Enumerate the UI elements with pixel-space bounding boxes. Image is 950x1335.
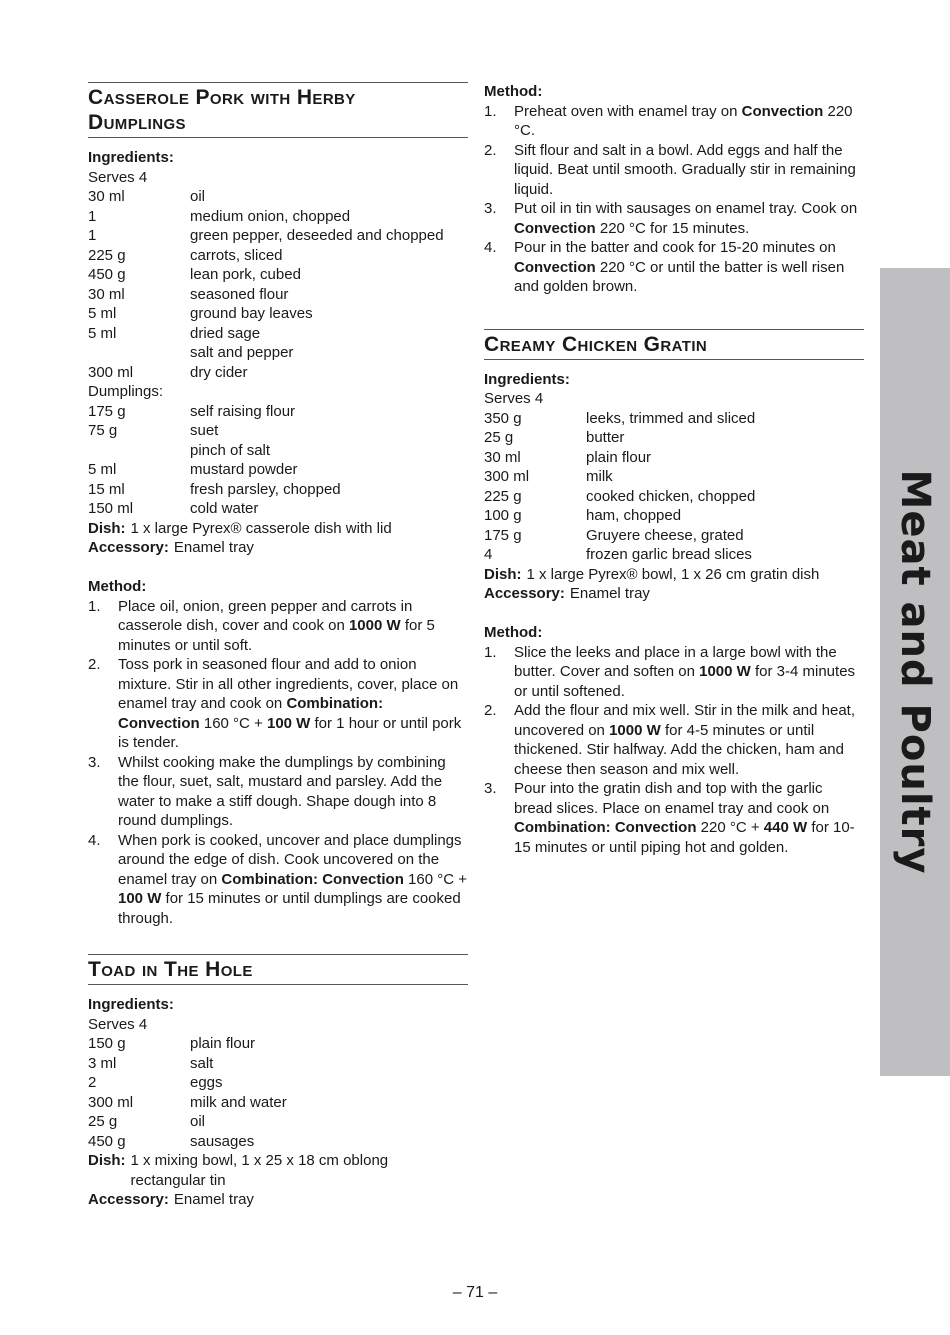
ingredient-qty: 5 ml bbox=[88, 461, 117, 478]
step-setting: 1000 W bbox=[609, 721, 661, 739]
ingredient-qty: 450 g bbox=[88, 1132, 126, 1150]
ingredient-qty: 300 ml bbox=[88, 1093, 134, 1111]
ingredient-list bbox=[484, 409, 864, 565]
recipe-creamy-chicken-gratin bbox=[484, 329, 864, 858]
ingredient-row bbox=[88, 1034, 468, 1054]
accessory-line bbox=[88, 1190, 468, 1210]
dish-text: 1 x large Pyrex® bowl, 1 x 26 cm gratin dish bbox=[526, 565, 820, 583]
dish-label: Dish: bbox=[88, 519, 126, 537]
step-text bbox=[514, 779, 864, 857]
ingredient-row bbox=[88, 324, 468, 344]
ingredient-item: cold water bbox=[190, 500, 259, 517]
accessory-line bbox=[88, 538, 468, 558]
ingredient-item: leeks, trimmed and sliced bbox=[586, 409, 756, 427]
ingredient-row bbox=[484, 487, 864, 507]
step-text-part: Preheat oven with enamel tray on bbox=[514, 102, 742, 120]
step-number: 4. bbox=[88, 831, 101, 849]
ingredient-item: lean pork, cubed bbox=[190, 266, 301, 283]
dish-text: 1 x large Pyrex® casserole dish with lid bbox=[130, 519, 392, 537]
step-text-part: Add the flour and mix well. Stir in the milk and heat, uncovered on bbox=[514, 702, 856, 739]
ingredients-label: Ingredients: bbox=[88, 149, 174, 166]
ingredient-item: plain flour bbox=[586, 448, 652, 466]
method-step bbox=[88, 753, 468, 831]
step-text bbox=[118, 753, 468, 831]
ingredient-item: self raising flour bbox=[190, 402, 296, 420]
ingredients-label: Ingredients: bbox=[484, 370, 570, 388]
ingredient-item bbox=[190, 382, 468, 402]
ingredient-item: oil bbox=[190, 188, 206, 205]
ingredient-item: mustard powder bbox=[190, 461, 298, 478]
ingredient-row bbox=[88, 207, 468, 227]
step-text-part: for 10-15 minutes or until piping hot and golden. bbox=[514, 819, 855, 856]
recipe-toad-in-the-hole bbox=[88, 954, 468, 1210]
serves-text: Serves 4 bbox=[88, 168, 148, 186]
step-text bbox=[118, 831, 468, 929]
step-setting: Combination: Convection bbox=[118, 695, 384, 732]
ingredient-qty: 450 g bbox=[88, 266, 126, 283]
step-setting: 1000 W bbox=[699, 663, 751, 680]
ingredient-item: seasoned flour bbox=[190, 285, 289, 303]
left-column bbox=[88, 82, 468, 1210]
recipe-title-gratin: Creamy Chicken Gratin bbox=[484, 329, 864, 360]
step-number: 2. bbox=[88, 656, 101, 673]
method-step bbox=[88, 597, 468, 656]
ingredient-item: carrots, sliced bbox=[190, 246, 283, 264]
ingredient-item: suet bbox=[190, 422, 219, 439]
step-text bbox=[514, 141, 864, 200]
step-setting: 1000 W bbox=[348, 617, 401, 634]
ingredient-qty: 350 g bbox=[484, 409, 522, 427]
ingredient-row bbox=[88, 382, 468, 402]
step-text bbox=[118, 655, 468, 753]
ingredient-row bbox=[88, 1073, 468, 1093]
method-step bbox=[484, 102, 864, 141]
ingredient-row bbox=[88, 1054, 468, 1074]
ingredient-item: ham, chopped bbox=[586, 507, 682, 524]
ingredient-row bbox=[484, 448, 864, 468]
step-number: 3. bbox=[484, 780, 497, 797]
method-label: Method: bbox=[88, 578, 147, 595]
ingredient-row bbox=[88, 402, 468, 422]
ingredient-row bbox=[88, 343, 468, 363]
step-number: 4. bbox=[484, 239, 497, 256]
ingredient-qty: 5 ml bbox=[88, 324, 117, 342]
ingredient-row bbox=[88, 421, 468, 441]
step-setting: Convection bbox=[514, 258, 596, 276]
ingredient-row bbox=[484, 428, 864, 448]
step-setting: 440 W bbox=[763, 819, 808, 836]
ingredient-qty: 5 ml bbox=[88, 305, 117, 322]
step-text-part: for 4-5 minutes or until thickened. Stir halfway. Add the chicken, ham and cheese then season and mix well. bbox=[514, 721, 844, 778]
ingredient-item: frozen garlic bread slices bbox=[586, 546, 752, 563]
ingredient-row bbox=[88, 187, 468, 207]
recipe-toad-method bbox=[484, 82, 864, 297]
ingredient-qty: 225 g bbox=[484, 487, 522, 505]
method-steps bbox=[88, 597, 468, 929]
ingredient-row bbox=[484, 409, 864, 429]
ingredient-row bbox=[88, 246, 468, 266]
step-setting: Combination: Convection bbox=[514, 819, 697, 836]
method-step bbox=[88, 655, 468, 753]
accessory-text: Enamel tray bbox=[569, 585, 650, 602]
step-text-part: Sift flour and salt in a bowl. Add eggs and half the liquid. Beat until smooth. Gradually stir in remaining liquid. bbox=[514, 141, 856, 198]
ingredient-qty: 100 g bbox=[484, 507, 522, 524]
dish-line bbox=[88, 519, 468, 539]
method-step bbox=[88, 831, 468, 929]
step-number: 3. bbox=[484, 200, 497, 217]
accessory-text: Enamel tray bbox=[173, 1191, 254, 1208]
method-step bbox=[484, 779, 864, 857]
ingredient-qty: 30 ml bbox=[484, 448, 521, 466]
recipe-title-casserole bbox=[88, 82, 468, 138]
dish-line bbox=[88, 1151, 468, 1190]
step-setting: 100 W bbox=[266, 714, 311, 732]
step-text-part: Put oil in tin with sausages on enamel tray. Cook on bbox=[514, 200, 858, 217]
ingredient-list bbox=[88, 1034, 468, 1151]
recipe-title-toad: Toad in The Hole bbox=[88, 954, 468, 985]
ingredient-row bbox=[88, 285, 468, 305]
ingredient-row bbox=[88, 363, 468, 383]
ingredient-qty: 3 ml bbox=[88, 1054, 117, 1072]
ingredient-item: medium onion, chopped bbox=[190, 207, 351, 225]
serves-text: Serves 4 bbox=[484, 390, 544, 407]
ingredient-item: sausages bbox=[190, 1132, 255, 1150]
ingredient-row bbox=[88, 265, 468, 285]
ingredient-item: salt and pepper bbox=[190, 344, 294, 361]
ingredient-qty: 1 bbox=[88, 227, 97, 244]
step-text-part: 220 °C or until the batter is well risen and golden brown. bbox=[514, 258, 845, 295]
ingredient-item: dried sage bbox=[190, 324, 261, 342]
ingredient-item: milk bbox=[586, 468, 613, 485]
ingredient-item: cooked chicken, chopped bbox=[586, 487, 756, 505]
method-step bbox=[484, 643, 864, 702]
accessory-label: Accessory: bbox=[88, 539, 169, 556]
ingredient-item: dry cider bbox=[190, 363, 248, 381]
ingredient-row bbox=[88, 1093, 468, 1113]
method-label: Method: bbox=[484, 83, 543, 100]
ingredient-item: milk and water bbox=[190, 1093, 287, 1111]
ingredient-qty: 300 ml bbox=[484, 468, 530, 485]
ingredient-qty: 225 g bbox=[88, 246, 126, 264]
step-text-part: Toss pork in seasoned flour and add to onion mixture. Stir in all other ingredients, cover, place on enamel tray and cook on bbox=[118, 656, 459, 712]
step-text-part: When pork is cooked, uncover and place dumplings around the edge of dish. Cook uncovered on the enamel tray on bbox=[118, 831, 462, 888]
step-setting: Convection bbox=[514, 219, 596, 237]
recipe-casserole bbox=[88, 82, 468, 928]
method-step bbox=[484, 199, 864, 238]
step-text-part: Pour into the gratin dish and top with the garlic bread slices. Place on enamel tray and cook on bbox=[514, 780, 830, 817]
method-step bbox=[484, 701, 864, 779]
ingredient-qty: 75 g bbox=[88, 422, 118, 439]
method-step bbox=[484, 141, 864, 200]
step-text bbox=[514, 102, 864, 141]
ingredient-row bbox=[484, 526, 864, 546]
step-text bbox=[514, 701, 864, 779]
ingredient-list bbox=[88, 187, 468, 519]
step-text-part: 160 °C + bbox=[199, 714, 267, 732]
step-text-part: Pour in the batter and cook for 15-20 minutes on bbox=[514, 239, 836, 256]
dish-label: Dish: bbox=[88, 1152, 126, 1169]
ingredient-qty: 25 g bbox=[88, 1113, 118, 1130]
method-steps bbox=[484, 102, 864, 297]
step-text-part: 220 °C. bbox=[514, 102, 853, 139]
ingredient-qty: Dumplings: bbox=[88, 383, 164, 400]
accessory-label: Accessory: bbox=[88, 1191, 169, 1208]
ingredient-qty: 15 ml bbox=[88, 480, 125, 498]
serves-text: Serves 4 bbox=[88, 1015, 148, 1033]
ingredient-item: plain flour bbox=[190, 1035, 256, 1052]
ingredient-row bbox=[484, 545, 864, 565]
ingredient-item: Gruyere cheese, grated bbox=[586, 526, 744, 544]
step-setting: 100 W bbox=[118, 890, 162, 907]
ingredient-qty: 175 g bbox=[484, 526, 522, 544]
ingredient-item: oil bbox=[190, 1113, 206, 1130]
step-text-part: Whilst cooking make the dumplings by combining the flour, suet, salt, mustard and parsley. Add the water to make a stiff dough. Shape dough into 8 round dumplings. bbox=[118, 753, 446, 829]
ingredient-item: butter bbox=[586, 429, 625, 446]
ingredient-qty: 4 bbox=[484, 546, 493, 563]
dish-line bbox=[484, 565, 864, 585]
ingredient-qty: 175 g bbox=[88, 402, 126, 420]
ingredient-qty: 300 ml bbox=[88, 363, 134, 381]
ingredient-qty: 30 ml bbox=[88, 188, 125, 205]
ingredient-row bbox=[88, 460, 468, 480]
step-number: 1. bbox=[484, 102, 497, 120]
ingredient-item: fresh parsley, chopped bbox=[190, 480, 341, 498]
step-number: 2. bbox=[484, 702, 497, 719]
ingredient-item: eggs bbox=[190, 1074, 223, 1091]
right-column bbox=[484, 82, 864, 857]
dish-label: Dish: bbox=[484, 565, 522, 583]
step-text-part: Slice the leeks and place in a large bowl with the butter. Cover and soften on bbox=[514, 643, 837, 680]
ingredient-row bbox=[88, 1132, 468, 1152]
ingredient-row bbox=[88, 226, 468, 246]
method-step bbox=[484, 238, 864, 297]
step-setting: Combination: Convection bbox=[221, 870, 404, 888]
ingredient-qty: 150 ml bbox=[88, 500, 134, 517]
ingredient-row bbox=[88, 1112, 468, 1132]
method-label: Method: bbox=[484, 624, 543, 641]
ingredient-item: ground bay leaves bbox=[190, 305, 313, 322]
step-text-part: for 5 minutes or until soft. bbox=[118, 617, 435, 654]
step-text bbox=[118, 597, 468, 656]
step-number: 1. bbox=[484, 643, 497, 661]
dish-text: 1 x mixing bowl, 1 x 25 x 18 cm oblong rectangular tin bbox=[130, 1152, 389, 1189]
step-text-part: for 15 minutes or until dumplings are cooked through. bbox=[118, 890, 461, 927]
title-line-1: Casserole Pork with Herby bbox=[88, 86, 356, 109]
ingredient-qty: 150 g bbox=[88, 1035, 126, 1052]
ingredient-qty: 1 bbox=[88, 207, 97, 225]
ingredient-row bbox=[88, 304, 468, 324]
ingredients-label: Ingredients: bbox=[88, 996, 174, 1013]
ingredient-row bbox=[88, 499, 468, 519]
step-text bbox=[514, 238, 864, 297]
step-text-part: Place oil, onion, green pepper and carrots in casserole dish, cover and cook on bbox=[118, 597, 413, 634]
ingredient-item: salt bbox=[190, 1054, 214, 1072]
step-text-part: 160 °C + bbox=[403, 870, 468, 888]
step-text-part: for 1 hour or until pork is tender. bbox=[118, 714, 462, 751]
accessory-label: Accessory: bbox=[484, 585, 565, 602]
ingredient-qty bbox=[88, 343, 190, 363]
step-setting: Convection bbox=[741, 102, 824, 120]
accessory-line bbox=[484, 584, 864, 604]
step-number: 3. bbox=[88, 753, 101, 771]
page-number: – 71 – bbox=[452, 1284, 498, 1301]
ingredient-qty: 25 g bbox=[484, 429, 514, 446]
ingredient-qty bbox=[88, 441, 190, 461]
step-text-part: 220 °C + bbox=[696, 819, 764, 836]
ingredient-item: pinch of salt bbox=[190, 441, 271, 459]
title-line-2: Dumplings bbox=[88, 111, 186, 134]
step-number: 1. bbox=[88, 597, 101, 615]
step-text-part: for 3-4 minutes or until softened. bbox=[514, 663, 856, 700]
section-tab-label: Meat and Poultry bbox=[892, 469, 938, 875]
ingredient-row bbox=[484, 467, 864, 487]
ingredient-qty: 30 ml bbox=[88, 285, 125, 303]
accessory-text: Enamel tray bbox=[173, 539, 254, 556]
step-text bbox=[514, 199, 864, 238]
ingredient-item: green pepper, deseeded and chopped bbox=[190, 227, 444, 244]
ingredient-qty: 2 bbox=[88, 1074, 97, 1091]
method-steps bbox=[484, 643, 864, 858]
ingredient-row bbox=[88, 441, 468, 461]
step-number: 2. bbox=[484, 141, 497, 159]
step-text bbox=[514, 643, 864, 702]
step-text-part: 220 °C for 15 minutes. bbox=[595, 219, 750, 237]
ingredient-row bbox=[484, 506, 864, 526]
ingredient-row bbox=[88, 480, 468, 500]
